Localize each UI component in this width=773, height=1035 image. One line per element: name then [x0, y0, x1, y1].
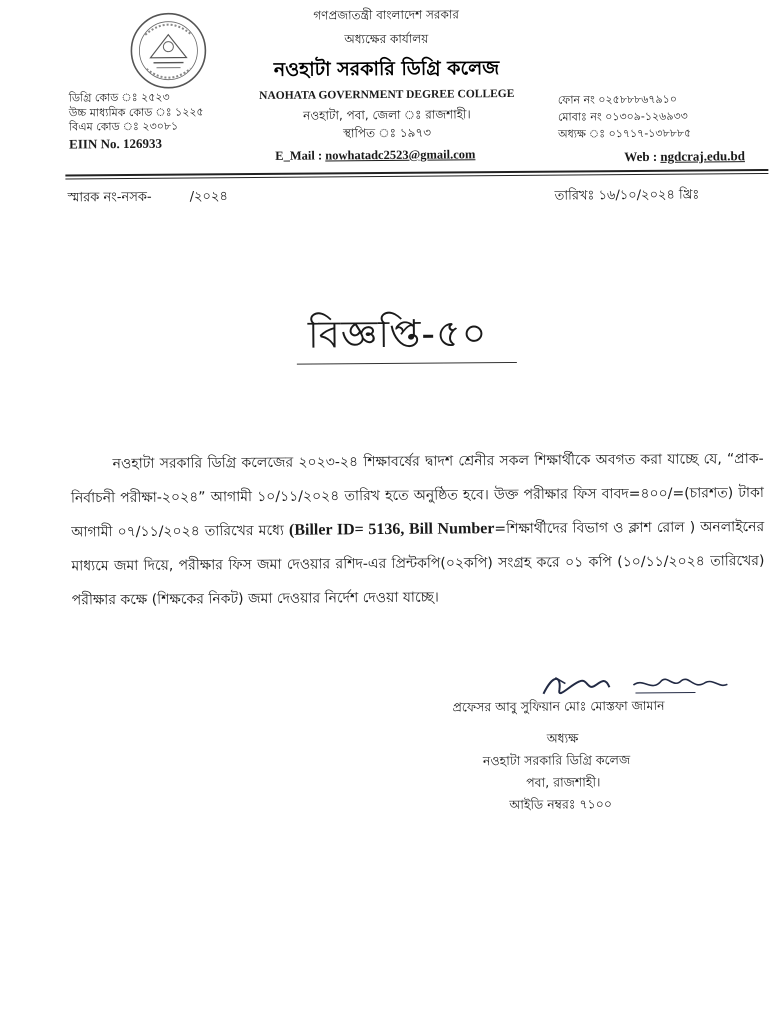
established-year: স্থাপিত ঃ ১৯৭৩ [343, 125, 432, 141]
signatory-address: পবা, রাজশাহী। [526, 774, 601, 790]
college-address: নওহাটা, পবা, জেলা ঃ রাজশাহী। [303, 107, 471, 123]
mobile-number: মোবাঃ নং ০১৩০৯-১২৬৯৩৩ [557, 109, 688, 124]
eiin-number: EIIN No. 126933 [69, 135, 163, 151]
memo-reference [67, 187, 227, 209]
principal-phone: অধ্যক্ষ ঃ ০১৭১৭-১৩৮৮৮৫ [558, 126, 692, 141]
web-label: Web : [624, 148, 658, 165]
college-name-en: NAOHATA GOVERNMENT DEGREE COLLEGE [259, 87, 515, 102]
office-heading: অধ্যক্ষের কার্যালয় [344, 31, 429, 47]
memo-year: /২০২৪ [189, 189, 228, 205]
signatory-name: প্রফেসর আবু সুফিয়ান মোঃ মোস্তফা জামান [452, 697, 665, 715]
phone-number: ফোন নং ০২৫৮৮৮৬৭৯১০ [557, 92, 677, 107]
signatory-institution: নওহাটা সরকারি ডিগ্রি কলেজ [482, 752, 631, 769]
website-line [624, 148, 745, 165]
code-list [69, 90, 204, 151]
biller-info: (Biller ID= 5136, Bill Number [288, 520, 495, 539]
email-link[interactable]: nowhatadc2523@gmail.com [325, 147, 476, 163]
email-line [275, 147, 475, 164]
email-label: E_Mail : [275, 148, 323, 163]
government-heading: গণপ্রজাতন্ত্রী বাংলাদেশ সরকার [313, 7, 460, 23]
notice-date: তারিখঃ ১৬/১০/২০২৪ খ্রিঃ [554, 187, 700, 204]
bm-code: বিএম কোড ঃ ২৩০৮১ [68, 119, 179, 134]
notice-body [71, 442, 765, 617]
notice-body-part-2: =শিক্ষার্থীদের বিভাগ ও ক্লাশ রোল ) অনলাইনের মাধ্যমে জমা দিয়ে, পরীক্ষার ফিস জমা দেওয়ার রশিদ-এর প্রিন্টকপি(০২কপি) সংগ্রহ করে ০১ কপি (১০/১১/২০২৪ তারিখের) পরীক্ষার কক্ষে (শিক্ষকের নিকট) জমা দেওয়ার নির্দেশ দেওয়া যাচ্ছে। [71, 519, 765, 609]
notice-body-part-1: নওহাটা সরকারি ডিগ্রি কলেজের ২০২৩-২৪ শিক্ষাবর্ষের দ্বাদশ শ্রেনীর সকল শিক্ষার্থীকে অবগত করা যাচ্ছে যে, “প্রাক-নির্বাচনী পরীক্ষা-২০২৪” আগামী ১০/১১/২০২৪ তারিখ হতে অনুষ্ঠিত হবে। উক্ত পরীক্ষার ফিস বাবদ=৪০০/=(চারশত) টাকা আগামী ০৭/১১/২০২৪ তারিখের মধ্যে [70, 451, 764, 541]
website-link[interactable]: ngdcraj.edu.bd [660, 148, 745, 164]
signatory-id: আইডি নম্বরঃ ৭১০০ [509, 796, 613, 813]
hsc-code: উচ্চ মাধ্যমিক কোড ঃ ১২২৫ [68, 104, 204, 119]
memo-label: স্মারক নং-নসক- [67, 189, 152, 206]
college-name-bn: নওহাটা সরকারি ডিগ্রি কলেজ [273, 57, 500, 81]
signatory-title: অধ্যক্ষ [546, 730, 579, 746]
college-seal-logo [128, 10, 209, 91]
degree-code: ডিগ্রি কোড ঃ ২৫২৩ [68, 90, 170, 105]
notice-title: বিজ্ঞপ্তি-৫০ [307, 311, 488, 357]
phone-list [558, 91, 691, 143]
